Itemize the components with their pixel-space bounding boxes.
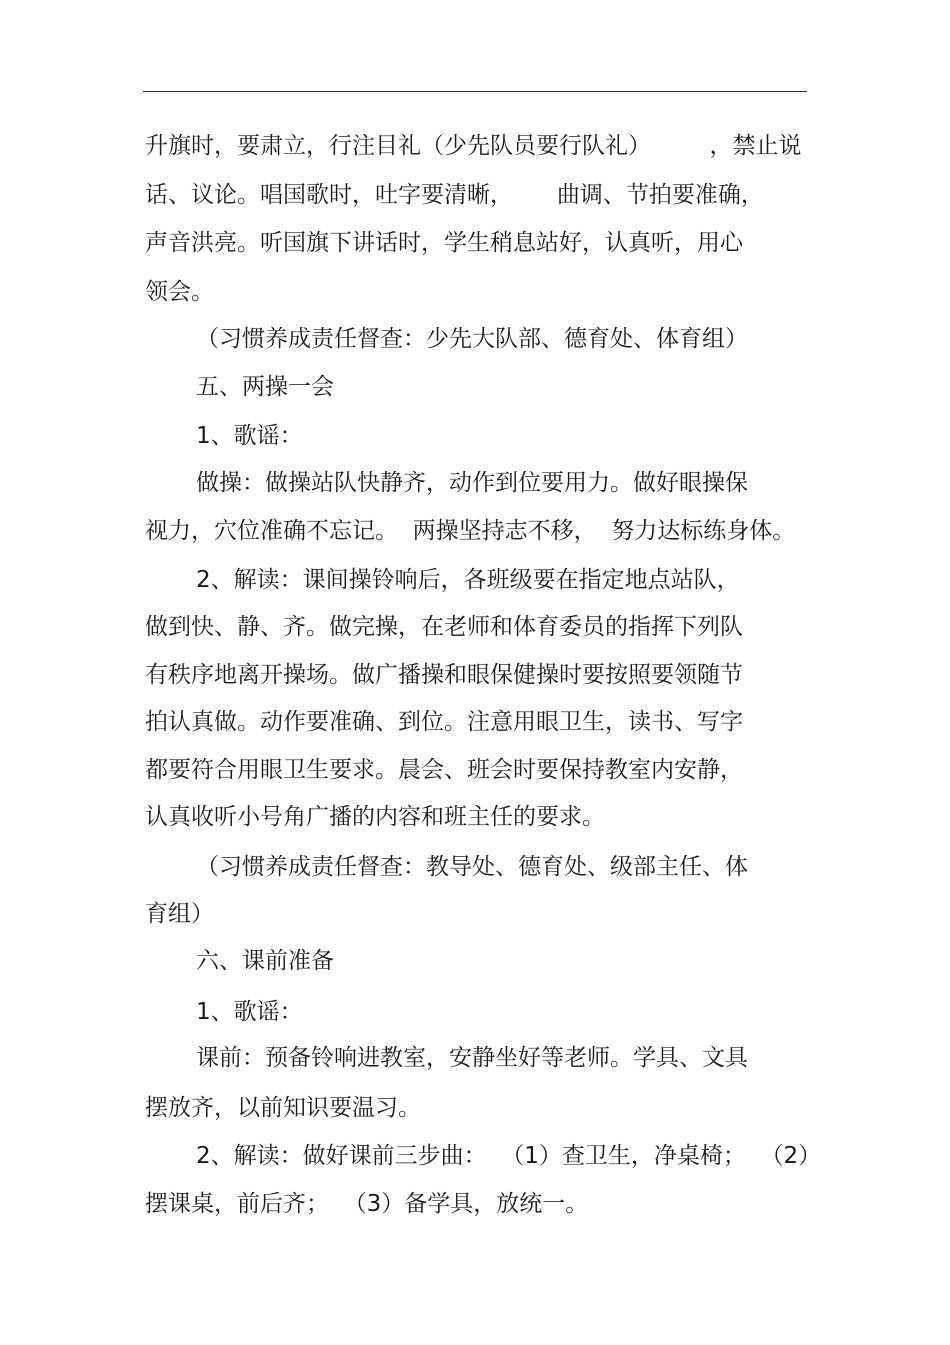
text-line-before-class: 课前：预备铃响进教室，安静坐好等老师。学具、文具 [196, 1045, 748, 1071]
subheading-interpretation-1: 2、解读：课间操铃响后，各班级要在指定地点站队， [196, 567, 740, 593]
section-heading-six: 六、课前准备 [196, 948, 334, 974]
text-line-understand: 领会。 [145, 279, 214, 305]
supervision-note-2: （习惯养成责任督查：教导处、德育处、级部主任、体 [196, 854, 748, 880]
text-line-quick-quiet: 做到快、静、齐。做完操，在老师和体育委员的指挥下列队 [145, 614, 743, 640]
text-line-flag-raising: 升旗时，要肃立，行注目礼（少先队员要行队礼） ，禁止说 [145, 133, 802, 159]
text-line-broadcast: 认真收听小号角广播的内容和班主任的要求。 [145, 804, 605, 830]
supervision-note-2-cont: 育组） [145, 901, 214, 927]
subheading-interpretation-2: 2、解读：做好课前三步曲： （1）查卫生，净桌椅； （2） [196, 1143, 822, 1169]
text-line-eye-hygiene: 都要符合用眼卫生要求。晨会、班会时要保持教室内安静， [145, 757, 743, 783]
text-line-speech: 声音洪亮。听国旗下讲话时，学生稍息站好，认真听，用心 [145, 230, 743, 256]
supervision-note-1: （习惯养成责任督查：少先大队部、德育处、体育组） [196, 326, 748, 352]
text-line-anthem: 话、议论。唱国歌时，吐字要清晰， 曲调、节拍要准确， [145, 182, 764, 208]
text-line-review: 摆放齐，以前知识要温习。 [145, 1095, 421, 1121]
text-line-exercise: 做操：做操站队快静齐，动作到位要用力。做好眼操保 [196, 470, 748, 496]
text-line-three-steps: 摆课桌，前后齐； （3）备学具，放统一。 [145, 1191, 589, 1217]
header-rule [143, 91, 807, 92]
text-line-leave-field: 有秩序地离开操场。做广播操和眼保健操时要按照要领随节 [145, 662, 743, 688]
subheading-rhyme-1: 1、歌谣： [196, 423, 303, 449]
section-heading-five: 五、两操一会 [196, 374, 334, 400]
subheading-rhyme-2: 1、歌谣： [196, 999, 303, 1025]
text-line-eyesight: 视力，穴位准确不忘记。 两操坚持志不移， 努力达标练身体。 [145, 518, 796, 544]
text-line-accurate: 拍认真做。动作要准确、到位。注意用眼卫生，读书、写字 [145, 709, 743, 735]
